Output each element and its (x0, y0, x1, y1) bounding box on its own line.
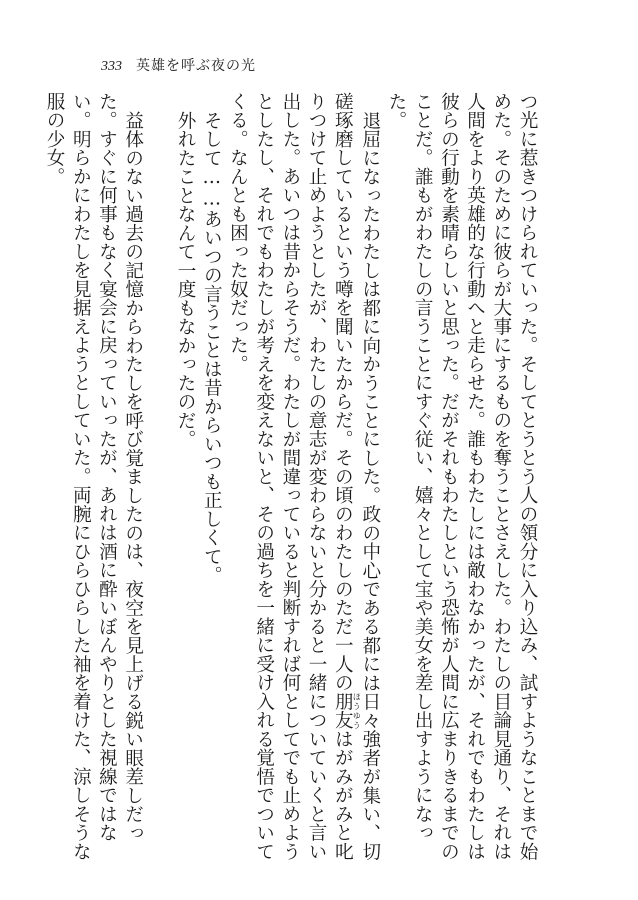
paragraph: 外れたことなんて一度もなかったのだ。 (175, 110, 197, 449)
body-text (44, 92, 540, 872)
paragraph: そして……あいつの言うことは昔からいつも正しくて。 (201, 110, 223, 585)
paragraph: つ光に惹きつけられていった。そしてとうとう人の領分に入り込み、試すようなことまで始めた。そのために彼らが大事にするものを奪うことさえした。わたしの目論見通り、それは人間をより英雄的な行動へと走らせた。誰もわたしには敵わなかったが、それでもわたしは彼らの行動を素晴らしいと思った。だがそれもわたしという恐怖が人間に広まりきるまでのことだ。誰もがわたしの言うことにすぐ従い、嬉々として宝や美女を差し出すようになった。 (385, 92, 538, 861)
paragraph: 益体のない過去の記憶からわたしを呼び覚ましたのは、夜空を見上げる鋭い眼差しだった。すぐに何事もなく宴会に戻っていったが、あれは酒に酔いぼんやりとした視線ではない。明らかにわたしを見据えようとしていた。両腕にひらひらした袖を着けた、涼しそうな服の少女。 (44, 92, 144, 861)
blank-line (146, 92, 172, 872)
paragraph-text-before-ruby: 退屈になったわたしは都に向かうことにした。政の中心である都には日々強者が集い、切磋琢磨しているという噂を聞いたからだ。その頃のわたしのただ一人の (332, 92, 381, 861)
page-number: 333 (101, 59, 122, 74)
ruby-annotation (332, 692, 362, 730)
paragraph-text-after-ruby: はがみがみと叱りつけて止めようとしたが、わたしの意志が変わらないと分かると一緒についていくと言い出した。あいつは昔からそうだ。わたしが間違っていると判断すれば何としてでも止めようとしたし、それでもわたしが考えを変えないと、その過ちを一緒に受け入れる覚悟でついてくる。なんとも困った奴だった。 (227, 92, 354, 861)
running-head (101, 55, 256, 75)
book-title: 英雄を呼ぶ夜の光 (136, 58, 256, 74)
ruby-base: 朋友 (332, 692, 354, 730)
ruby-reading: ほうゆう (352, 692, 362, 730)
paragraph (224, 92, 383, 872)
